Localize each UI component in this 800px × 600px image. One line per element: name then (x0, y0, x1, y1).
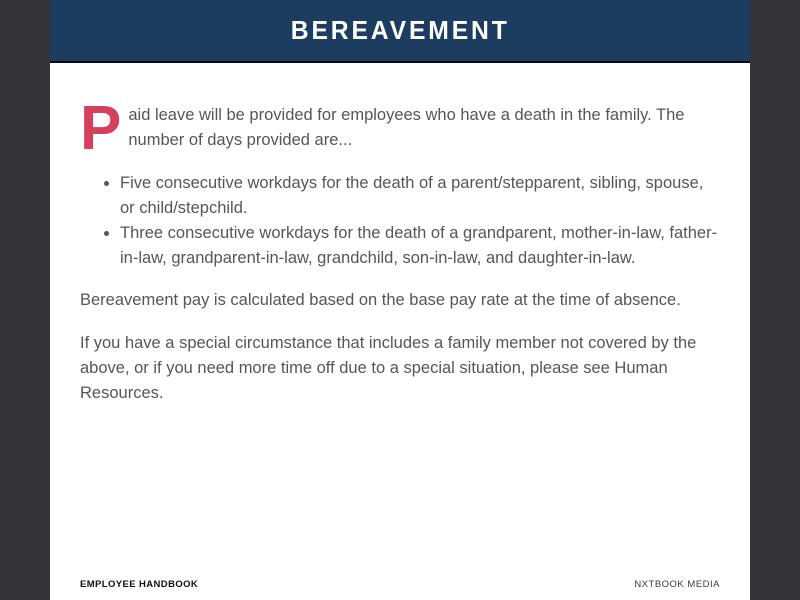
handbook-page (50, 0, 750, 600)
page-title: BEREAVEMENT (290, 15, 510, 45)
list-item: • Three consecutive workdays for the death of a grandparent, mother-in-law, father-in-law, grandparent-in-law, grandchild, son-in-law, and daughter-in-law. (120, 221, 720, 271)
list-item: • Five consecutive workdays for the death of a parent/stepparent, sibling, spouse, or child/stepchild. (120, 171, 720, 221)
drop-cap-letter: P (80, 94, 122, 163)
pay-calculation-paragraph: Bereavement pay is calculated based on the base pay rate at the time of absence. (80, 291, 681, 309)
page-content (50, 63, 750, 406)
footer-handbook-label: EMPLOYEE HANDBOOK (80, 579, 199, 590)
page-footer (80, 579, 720, 590)
intro-text: aid leave will be provided for employees who have a death in the family. The number of days provided are... (128, 106, 685, 149)
policy-bullet-list (80, 171, 720, 271)
special-circumstance-paragraph: If you have a special circumstance that includes a family member not covered by the above, or if you need more time off due to a special situation, please see Human Resources. (80, 334, 697, 402)
footer-publisher-label: NXTBOOK MEDIA (634, 579, 720, 590)
intro-paragraph (80, 94, 720, 163)
page-header-bar (50, 0, 750, 63)
